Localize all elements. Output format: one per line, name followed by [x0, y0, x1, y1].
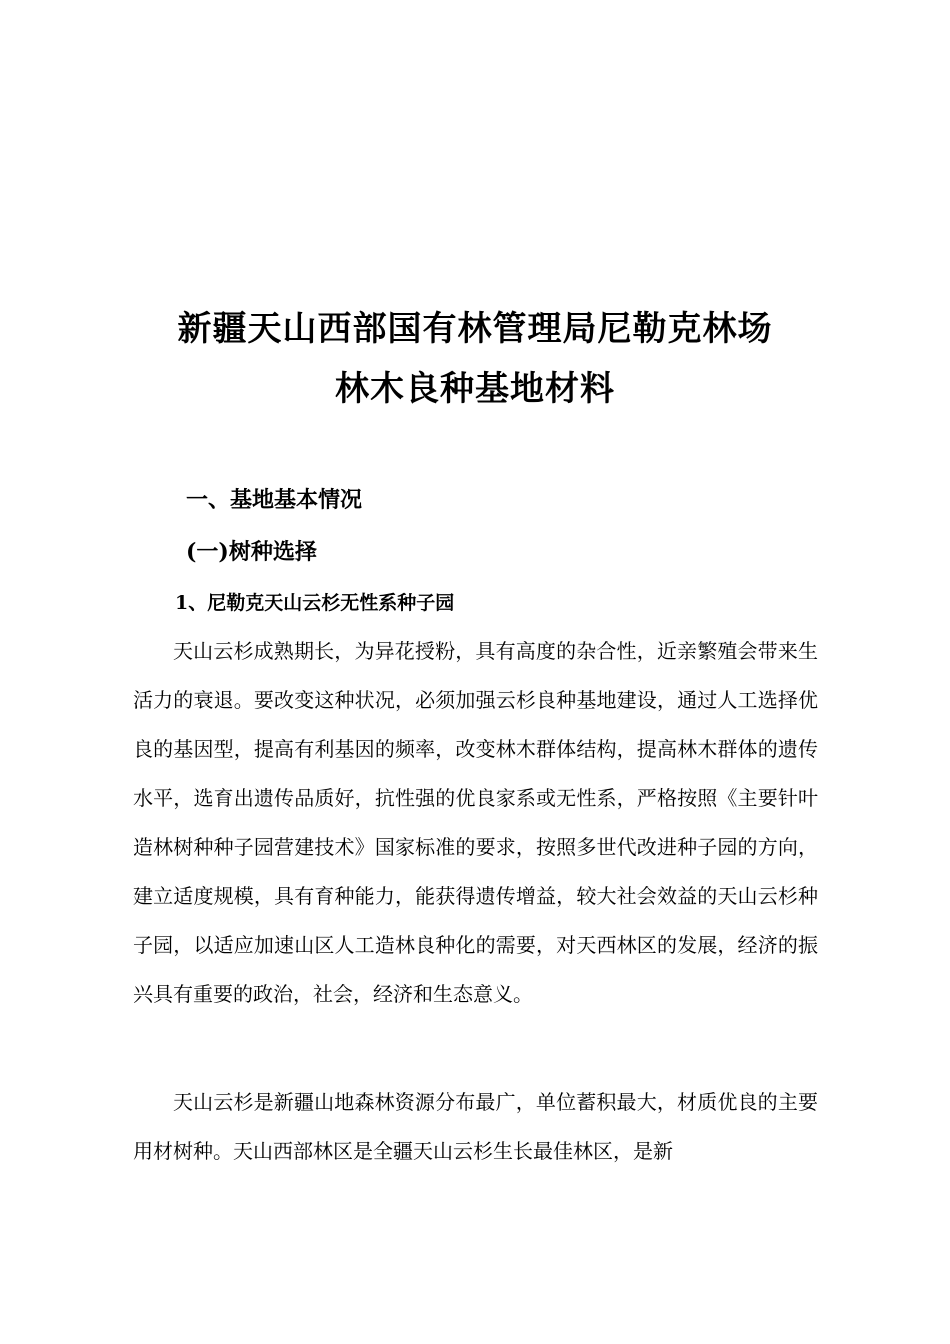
body-paragraph: 天山云杉是新疆山地森林资源分布最广，单位蓄积最大，材质优良的主要用材树种。天山西部林区是全疆天山云杉生长最佳林区，是新	[133, 1090, 818, 1163]
section-heading-basic-info: 一、基地基本情况	[186, 487, 363, 513]
item-heading-seed-orchard: 1、尼勒克天山云杉无性系种子园	[175, 592, 455, 614]
document-title-line-1: 新疆天山西部国有林管理局尼勒克林场	[177, 309, 773, 349]
subsection-heading-species-selection: (一)树种选择	[186, 539, 317, 565]
document-title-line-2: 林木良种基地材料	[335, 369, 615, 409]
body-paragraph: 天山云杉成熟期长，为异花授粉，具有高度的杂合性，近亲繁殖会带来生活力的衰退。要改变这种状况，必须加强云杉良种基地建设，通过人工选择优良的基因型，提高有利基因的频率，改变林木群体结构，提高林木群体的遗传水平，选育出遗传品质好，抗性强的优良家系或无性系，严格按照《主要针叶造林树种种子园营建技术》国家标准的要求，按照多世代改进种子园的方向，建立适度规模，具有育种能力，能获得遗传增益，较大社会效益的天山云杉种子园，以适应加速山区人工造林良种化的需要，对天西林区的发展，经济的振兴具有重要的政治，社会，经济和生态意义。	[133, 639, 818, 1006]
